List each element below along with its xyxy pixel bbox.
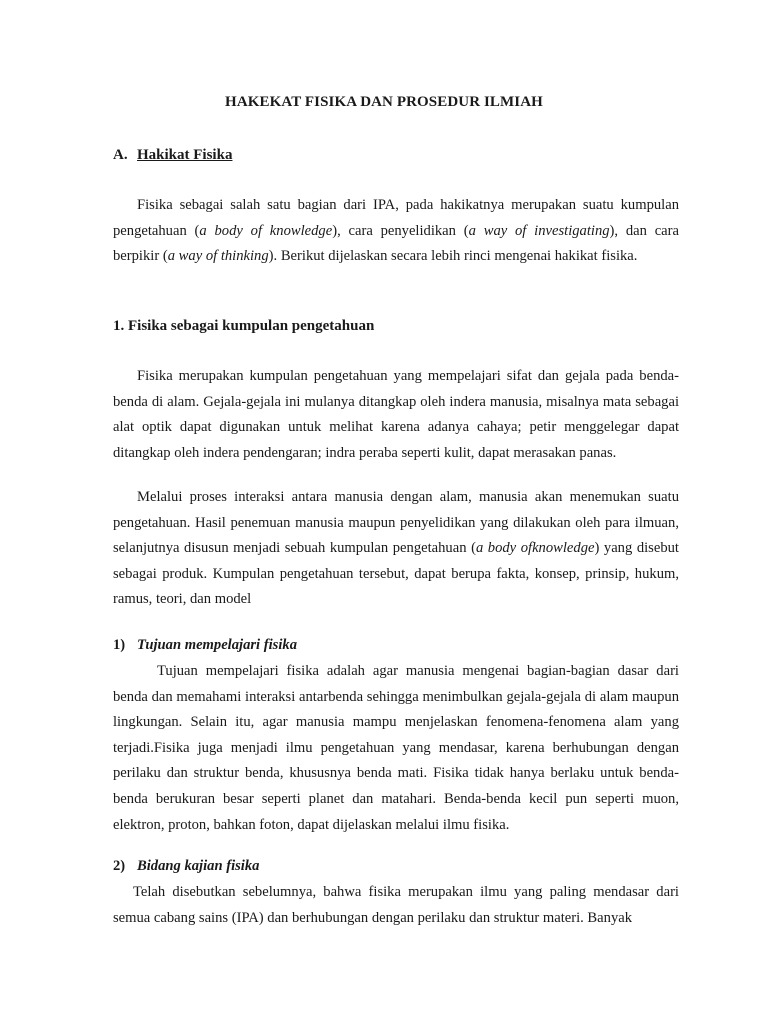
intro-paragraph (113, 193, 679, 270)
item-2-title: Bidang kajian fisika (137, 858, 260, 874)
intro-emphasis-3: a way of thinking (167, 248, 269, 265)
paragraph-2-text-1: Melalui proses interaksi antara manusia dengan alam, manusia akan menemukan suatu pengetahuan. Hasil penemuan manusia maupun penyelidikan yang dilakukan oleh para ilmuan, selanjutnya disusun menjadi sebuah kumpulan pengetahuan ( (113, 489, 679, 557)
paragraph-2-text-2: ) yang disebut sebagai produk. Kumpulan pengetahuan tersebut, dapat berupa fakta, konsep, prinsip, hukum, ramus, teori, dan model (113, 540, 679, 608)
subsection-1-paragraph-1: Fisika merupakan kumpulan pengetahuan yang mempelajari sifat dan gejala pada benda-benda di alam. Gejala-gejala ini mulanya ditangkap oleh indera manusia, misalnya mata sebagai alat optik dapat digunakan untuk melihat karena adanya cahaya; petir menggelegar dapat ditangkap oleh indera pendengaran; indra peraba seperti kulit, dapat merasakan panas. (113, 368, 679, 461)
intro-text-2: ), cara penyelidikan ( (332, 222, 469, 239)
document-title: HAKEKAT FISIKA DAN PROSEDUR ILMIAH (225, 94, 543, 110)
item-1-title: Tujuan mempelajari fisika (137, 637, 298, 653)
intro-text-3: ), dan cara berpikir ( (113, 222, 679, 265)
intro-text-4: ). Berikut dijelaskan secara lebih rinci mengenai hakikat fisika. (268, 248, 638, 265)
item-2-heading (113, 858, 259, 875)
subsection-1-paragraph-2 (113, 485, 679, 613)
intro-text-1: Fisika sebagai salah satu bagian dari IPA, pada hakikatnya merupakan suatu kumpulan pengetahuan ( (113, 197, 679, 239)
intro-emphasis-2: a way of investigating (468, 222, 610, 239)
section-a-letter: A. (113, 147, 128, 163)
item-2-number: 2) (113, 858, 126, 874)
section-a-heading (113, 147, 232, 164)
item-1-paragraph: Tujuan mempelajari fisika adalah agar manusia mengenai bagian-bagian dasar dari benda dan memahami interaksi antarbenda sehingga menimbulkan gejala-gejala di alam maupun lingkungan. Selain itu, agar manusia mampu menjelaskan fenomena-fenomena alam yang terjadi.Fisika juga menjadi ilmu pengetahuan yang mendasar, karena berhubungan dengan perilaku dan struktur benda, khususnya benda mati. Fisika tidak hanya berlaku untuk benda-benda berukuran besar seperti planet dan matahari. Benda-benda kecil pun seperti muon, elektron, proton, bahkan foton, dapat dijelaskan melalui ilmu fisika. (113, 663, 679, 833)
intro-emphasis-1: a body of knowledge (199, 222, 333, 239)
section-a-name: Hakikat Fisika (137, 147, 233, 163)
item-2-paragraph: Telah disebutkan sebelumnya, bahwa fisika merupakan ilmu yang paling mendasar dari semua cabang sains (IPA) dan berhubungan dengan perilaku dan struktur materi. Banyak (113, 884, 679, 926)
subsection-1-heading: 1. Fisika sebagai kumpulan pengetahuan (113, 318, 375, 334)
paragraph-2-emphasis: a body ofknowledge (475, 540, 595, 557)
item-1-heading (113, 637, 297, 654)
item-1-number: 1) (113, 637, 126, 653)
